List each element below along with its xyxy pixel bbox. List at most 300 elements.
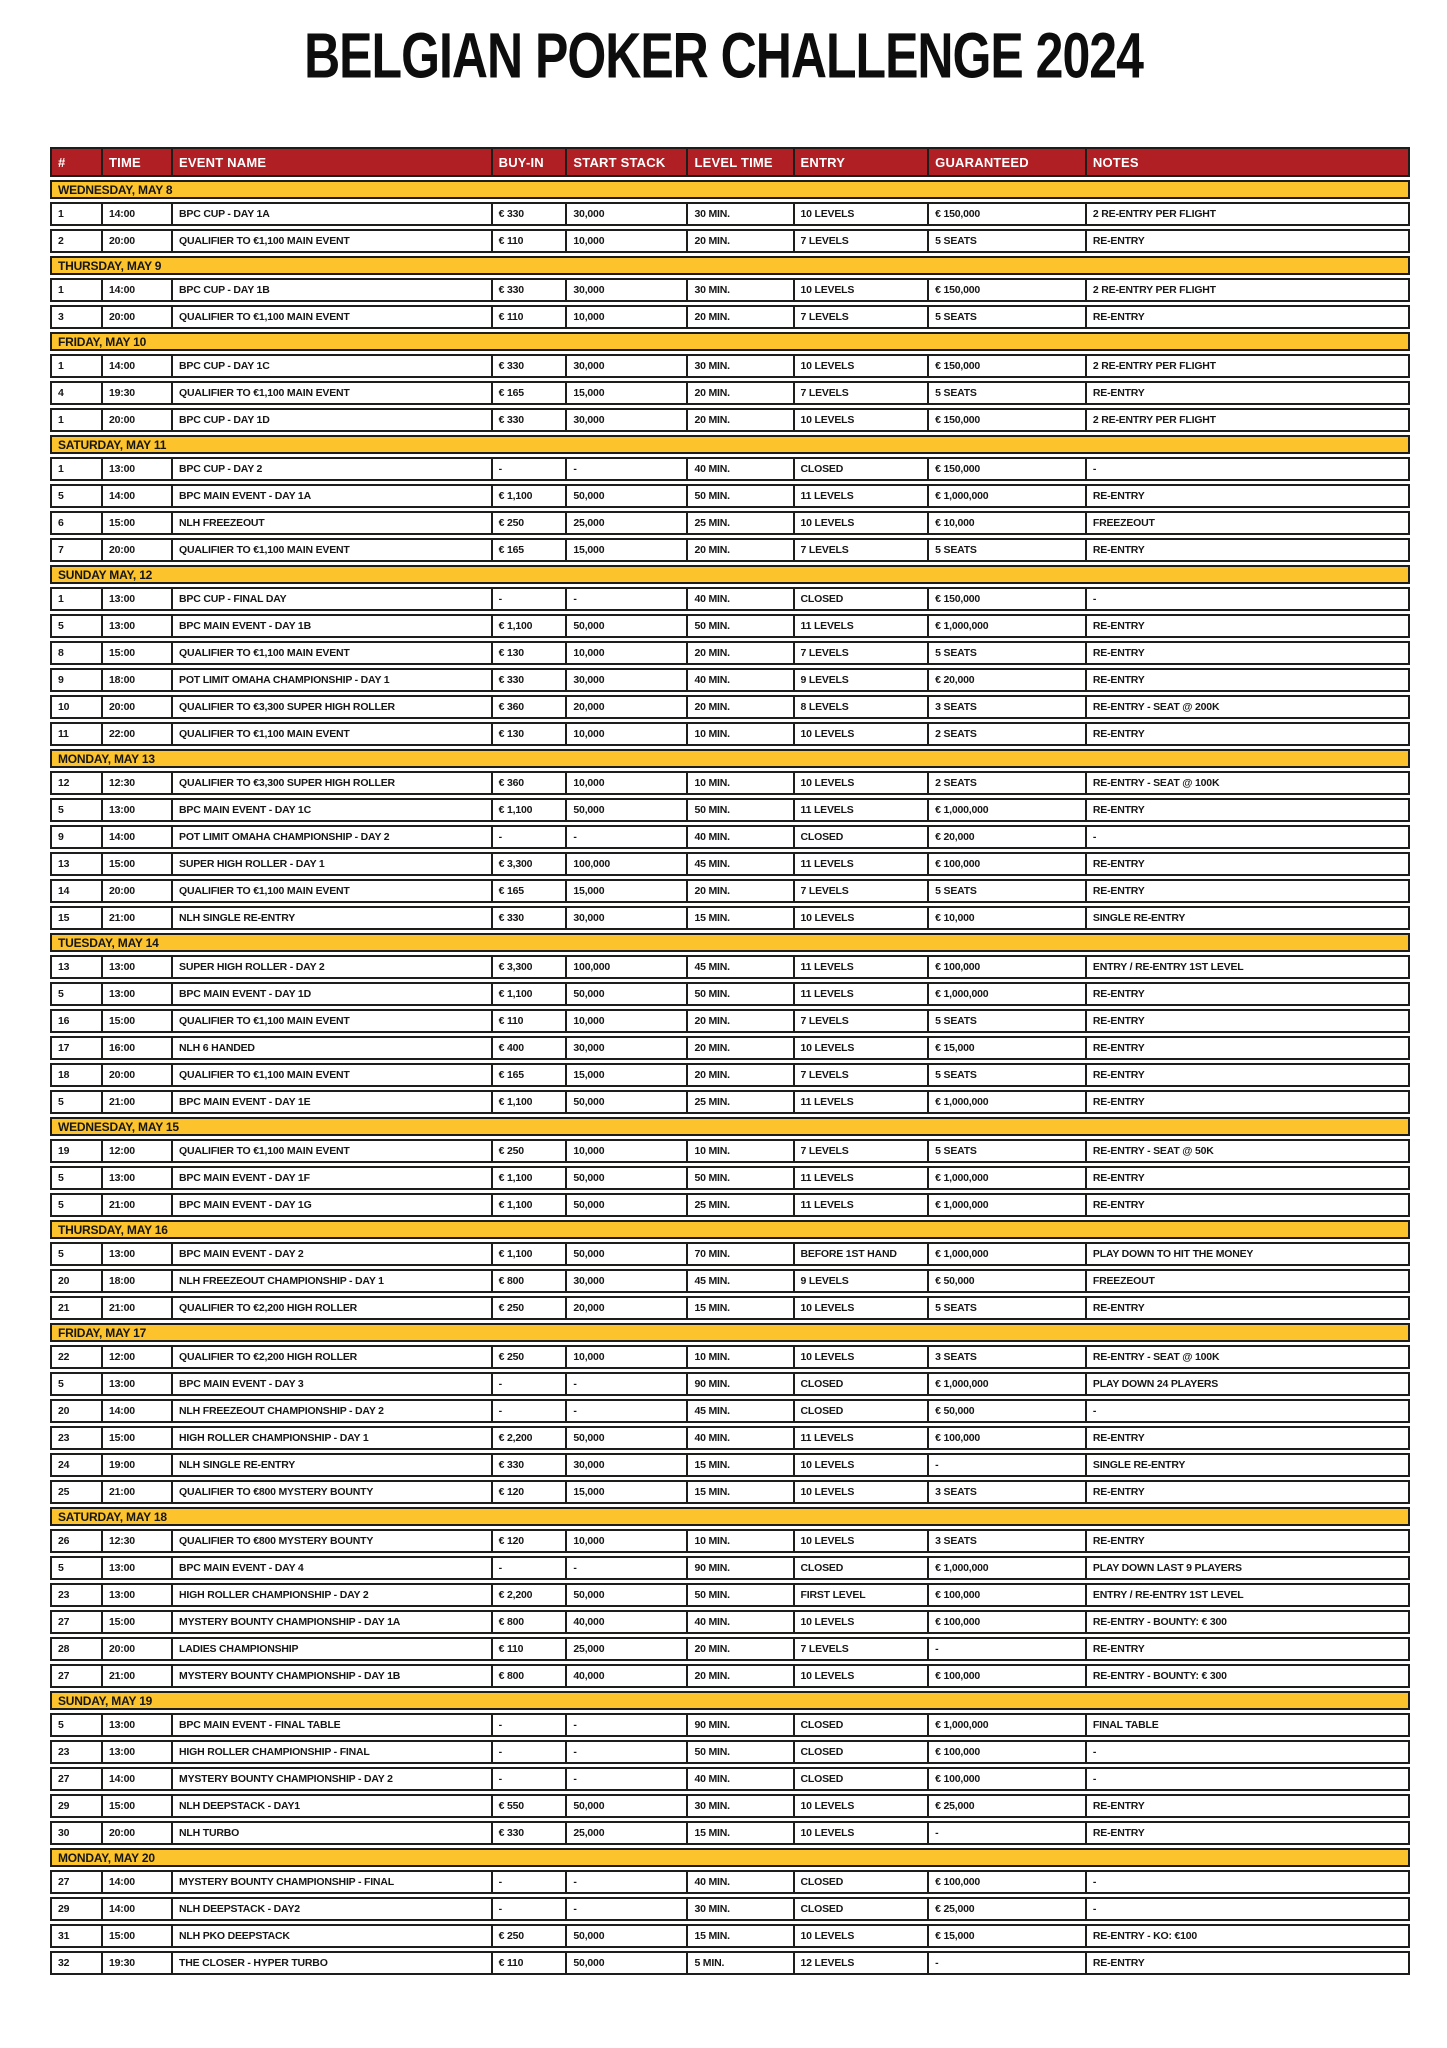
cell-level-time: 90 MIN.	[686, 1556, 792, 1580]
cell-buyin: € 165	[491, 879, 566, 903]
cell-event-name: BPC MAIN EVENT - DAY 3	[171, 1372, 491, 1396]
cell-event-name: QUALIFIER TO €1,100 MAIN EVENT	[171, 879, 491, 903]
cell-start-stack: 10,000	[565, 1529, 686, 1553]
cell-start-stack: 100,000	[565, 955, 686, 979]
cell-level-time: 50 MIN.	[686, 484, 792, 508]
cell-number: 5	[50, 798, 101, 822]
cell-start-stack: -	[565, 1870, 686, 1894]
cell-guaranteed: € 1,000,000	[927, 484, 1085, 508]
cell-notes: RE-ENTRY	[1085, 852, 1410, 876]
cell-start-stack: -	[565, 1897, 686, 1921]
cell-guaranteed: € 20,000	[927, 668, 1085, 692]
cell-event-name: BPC CUP - DAY 1B	[171, 278, 491, 302]
cell-time: 13:00	[101, 798, 171, 822]
column-header-entry: ENTRY	[793, 147, 928, 177]
cell-guaranteed: € 100,000	[927, 852, 1085, 876]
cell-buyin: € 1,100	[491, 614, 566, 638]
cell-entry: CLOSED	[793, 1767, 928, 1791]
event-row	[50, 305, 1410, 329]
cell-start-stack: 30,000	[565, 278, 686, 302]
cell-number: 5	[50, 1372, 101, 1396]
cell-guaranteed: € 20,000	[927, 825, 1085, 849]
cell-notes: RE-ENTRY	[1085, 798, 1410, 822]
cell-event-name: LADIES CHAMPIONSHIP	[171, 1637, 491, 1661]
cell-guaranteed: € 1,000,000	[927, 1090, 1085, 1114]
cell-level-time: 20 MIN.	[686, 305, 792, 329]
cell-level-time: 10 MIN.	[686, 1139, 792, 1163]
cell-number: 1	[50, 587, 101, 611]
day-row	[50, 933, 1410, 952]
day-header: MONDAY, MAY 13	[50, 749, 1410, 768]
cell-buyin: € 250	[491, 1345, 566, 1369]
cell-buyin: € 250	[491, 1296, 566, 1320]
event-row	[50, 1296, 1410, 1320]
cell-event-name: BPC MAIN EVENT - FINAL TABLE	[171, 1713, 491, 1737]
event-row	[50, 202, 1410, 226]
cell-event-name: QUALIFIER TO €800 MYSTERY BOUNTY	[171, 1480, 491, 1504]
cell-event-name: NLH DEEPSTACK - DAY2	[171, 1897, 491, 1921]
cell-buyin: -	[491, 1897, 566, 1921]
cell-time: 13:00	[101, 1242, 171, 1266]
cell-buyin: € 130	[491, 722, 566, 746]
cell-number: 25	[50, 1480, 101, 1504]
cell-notes: RE-ENTRY	[1085, 1637, 1410, 1661]
cell-level-time: 30 MIN.	[686, 1897, 792, 1921]
cell-buyin: € 250	[491, 1139, 566, 1163]
cell-buyin: € 1,100	[491, 798, 566, 822]
cell-guaranteed: 5 SEATS	[927, 1063, 1085, 1087]
cell-level-time: 70 MIN.	[686, 1242, 792, 1266]
event-row	[50, 1713, 1410, 1737]
cell-start-stack: 10,000	[565, 305, 686, 329]
cell-level-time: 45 MIN.	[686, 1269, 792, 1293]
cell-level-time: 10 MIN.	[686, 1345, 792, 1369]
cell-time: 15:00	[101, 1610, 171, 1634]
cell-level-time: 50 MIN.	[686, 614, 792, 638]
cell-entry: 11 LEVELS	[793, 484, 928, 508]
cell-time: 13:00	[101, 982, 171, 1006]
cell-time: 20:00	[101, 879, 171, 903]
cell-event-name: HIGH ROLLER CHAMPIONSHIP - DAY 2	[171, 1583, 491, 1607]
day-header: TUESDAY, MAY 14	[50, 933, 1410, 952]
event-row	[50, 587, 1410, 611]
cell-level-time: 30 MIN.	[686, 354, 792, 378]
cell-level-time: 15 MIN.	[686, 1821, 792, 1845]
cell-start-stack: 30,000	[565, 408, 686, 432]
cell-entry: CLOSED	[793, 587, 928, 611]
cell-start-stack: 50,000	[565, 484, 686, 508]
cell-time: 20:00	[101, 695, 171, 719]
cell-start-stack: 10,000	[565, 1009, 686, 1033]
cell-time: 13:00	[101, 1583, 171, 1607]
cell-notes: RE-ENTRY	[1085, 1063, 1410, 1087]
cell-event-name: QUALIFIER TO €1,100 MAIN EVENT	[171, 538, 491, 562]
cell-start-stack: -	[565, 1740, 686, 1764]
event-row	[50, 1794, 1410, 1818]
cell-notes: PLAY DOWN 24 PLAYERS	[1085, 1372, 1410, 1396]
cell-guaranteed: € 10,000	[927, 906, 1085, 930]
cell-entry: 11 LEVELS	[793, 614, 928, 638]
cell-notes: -	[1085, 825, 1410, 849]
cell-notes: RE-ENTRY	[1085, 879, 1410, 903]
cell-notes: SINGLE RE-ENTRY	[1085, 1453, 1410, 1477]
cell-entry: 10 LEVELS	[793, 1529, 928, 1553]
cell-guaranteed: 5 SEATS	[927, 641, 1085, 665]
cell-number: 19	[50, 1139, 101, 1163]
cell-notes: RE-ENTRY	[1085, 1009, 1410, 1033]
cell-notes: RE-ENTRY	[1085, 668, 1410, 692]
cell-event-name: BPC CUP - DAY 2	[171, 457, 491, 481]
cell-event-name: BPC MAIN EVENT - DAY 1A	[171, 484, 491, 508]
cell-time: 14:00	[101, 825, 171, 849]
event-row	[50, 1242, 1410, 1266]
cell-notes: -	[1085, 587, 1410, 611]
cell-buyin: -	[491, 1399, 566, 1423]
cell-time: 21:00	[101, 1090, 171, 1114]
event-row	[50, 1166, 1410, 1190]
cell-event-name: NLH 6 HANDED	[171, 1036, 491, 1060]
event-row	[50, 1767, 1410, 1791]
event-row	[50, 1453, 1410, 1477]
cell-time: 12:00	[101, 1345, 171, 1369]
cell-guaranteed: -	[927, 1637, 1085, 1661]
cell-entry: CLOSED	[793, 1556, 928, 1580]
cell-guaranteed: € 100,000	[927, 1664, 1085, 1688]
day-row	[50, 1323, 1410, 1342]
cell-start-stack: 10,000	[565, 229, 686, 253]
cell-event-name: QUALIFIER TO €1,100 MAIN EVENT	[171, 1063, 491, 1087]
day-header: THURSDAY, MAY 9	[50, 256, 1410, 275]
cell-number: 22	[50, 1345, 101, 1369]
cell-guaranteed: € 1,000,000	[927, 798, 1085, 822]
cell-entry: 10 LEVELS	[793, 202, 928, 226]
cell-entry: 11 LEVELS	[793, 1426, 928, 1450]
cell-entry: 7 LEVELS	[793, 381, 928, 405]
cell-guaranteed: € 50,000	[927, 1399, 1085, 1423]
cell-number: 13	[50, 955, 101, 979]
day-row	[50, 435, 1410, 454]
cell-entry: 8 LEVELS	[793, 695, 928, 719]
cell-event-name: QUALIFIER TO €1,100 MAIN EVENT	[171, 1139, 491, 1163]
cell-buyin: € 110	[491, 305, 566, 329]
cell-notes: RE-ENTRY - KO: €100	[1085, 1924, 1410, 1948]
event-row	[50, 906, 1410, 930]
cell-entry: 10 LEVELS	[793, 771, 928, 795]
cell-buyin: € 110	[491, 1951, 566, 1975]
cell-notes: RE-ENTRY	[1085, 1951, 1410, 1975]
event-row	[50, 1740, 1410, 1764]
cell-level-time: 40 MIN.	[686, 457, 792, 481]
cell-notes: RE-ENTRY	[1085, 982, 1410, 1006]
cell-event-name: QUALIFIER TO €1,100 MAIN EVENT	[171, 381, 491, 405]
cell-time: 19:00	[101, 1453, 171, 1477]
cell-number: 2	[50, 229, 101, 253]
cell-number: 15	[50, 906, 101, 930]
cell-buyin: € 110	[491, 1009, 566, 1033]
cell-notes: RE-ENTRY	[1085, 1090, 1410, 1114]
cell-notes: RE-ENTRY	[1085, 305, 1410, 329]
cell-level-time: 25 MIN.	[686, 1193, 792, 1217]
cell-time: 20:00	[101, 305, 171, 329]
cell-entry: 10 LEVELS	[793, 1924, 928, 1948]
cell-entry: 7 LEVELS	[793, 1637, 928, 1661]
event-row	[50, 614, 1410, 638]
cell-number: 29	[50, 1897, 101, 1921]
cell-level-time: 40 MIN.	[686, 825, 792, 849]
cell-start-stack: 10,000	[565, 771, 686, 795]
cell-guaranteed: 5 SEATS	[927, 879, 1085, 903]
event-row	[50, 1372, 1410, 1396]
cell-time: 13:00	[101, 955, 171, 979]
cell-buyin: -	[491, 1740, 566, 1764]
cell-buyin: € 165	[491, 381, 566, 405]
cell-notes: -	[1085, 1870, 1410, 1894]
cell-notes: RE-ENTRY	[1085, 614, 1410, 638]
cell-entry: 10 LEVELS	[793, 1453, 928, 1477]
cell-number: 5	[50, 1193, 101, 1217]
cell-number: 5	[50, 614, 101, 638]
cell-notes: RE-ENTRY - SEAT @ 200K	[1085, 695, 1410, 719]
day-row	[50, 565, 1410, 584]
cell-event-name: QUALIFIER TO €3,300 SUPER HIGH ROLLER	[171, 695, 491, 719]
cell-time: 14:00	[101, 278, 171, 302]
cell-entry: 10 LEVELS	[793, 906, 928, 930]
event-row	[50, 1821, 1410, 1845]
cell-time: 18:00	[101, 668, 171, 692]
cell-start-stack: 40,000	[565, 1664, 686, 1688]
cell-buyin: € 3,300	[491, 852, 566, 876]
cell-time: 14:00	[101, 1767, 171, 1791]
cell-guaranteed: -	[927, 1951, 1085, 1975]
cell-entry: 7 LEVELS	[793, 879, 928, 903]
cell-buyin: € 330	[491, 1821, 566, 1845]
cell-buyin: € 1,100	[491, 1090, 566, 1114]
cell-number: 5	[50, 1090, 101, 1114]
cell-buyin: € 360	[491, 695, 566, 719]
cell-entry: 10 LEVELS	[793, 722, 928, 746]
cell-start-stack: -	[565, 1556, 686, 1580]
cell-time: 13:00	[101, 1556, 171, 1580]
cell-time: 22:00	[101, 722, 171, 746]
event-row	[50, 1426, 1410, 1450]
event-row	[50, 381, 1410, 405]
event-row	[50, 1583, 1410, 1607]
cell-notes: RE-ENTRY	[1085, 1529, 1410, 1553]
event-row	[50, 1139, 1410, 1163]
cell-number: 23	[50, 1426, 101, 1450]
cell-start-stack: 30,000	[565, 1453, 686, 1477]
event-row	[50, 695, 1410, 719]
cell-number: 1	[50, 354, 101, 378]
cell-entry: CLOSED	[793, 825, 928, 849]
cell-number: 3	[50, 305, 101, 329]
event-row	[50, 484, 1410, 508]
cell-start-stack: 25,000	[565, 1637, 686, 1661]
column-header-time: TIME	[101, 147, 171, 177]
cell-entry: 10 LEVELS	[793, 1794, 928, 1818]
cell-time: 14:00	[101, 484, 171, 508]
schedule-body	[50, 180, 1410, 1975]
cell-start-stack: 10,000	[565, 722, 686, 746]
cell-notes: RE-ENTRY	[1085, 1821, 1410, 1845]
event-row	[50, 955, 1410, 979]
cell-number: 29	[50, 1794, 101, 1818]
cell-event-name: BPC MAIN EVENT - DAY 1C	[171, 798, 491, 822]
cell-entry: 7 LEVELS	[793, 1063, 928, 1087]
cell-notes: 2 RE-ENTRY PER FLIGHT	[1085, 278, 1410, 302]
cell-notes: RE-ENTRY	[1085, 1480, 1410, 1504]
cell-guaranteed: € 100,000	[927, 1870, 1085, 1894]
event-row	[50, 1399, 1410, 1423]
cell-level-time: 15 MIN.	[686, 1924, 792, 1948]
cell-buyin: € 800	[491, 1664, 566, 1688]
cell-level-time: 5 MIN.	[686, 1951, 792, 1975]
cell-buyin: -	[491, 457, 566, 481]
column-header-level-time: LEVEL TIME	[686, 147, 792, 177]
cell-event-name: BPC MAIN EVENT - DAY 4	[171, 1556, 491, 1580]
event-row	[50, 1951, 1410, 1975]
cell-event-name: QUALIFIER TO €1,100 MAIN EVENT	[171, 305, 491, 329]
cell-guaranteed: € 100,000	[927, 1583, 1085, 1607]
cell-time: 13:00	[101, 457, 171, 481]
cell-guaranteed: € 100,000	[927, 1610, 1085, 1634]
cell-start-stack: 50,000	[565, 1583, 686, 1607]
cell-guaranteed: 5 SEATS	[927, 1296, 1085, 1320]
column-header-event-name: EVENT NAME	[171, 147, 491, 177]
cell-notes: RE-ENTRY - BOUNTY: € 300	[1085, 1610, 1410, 1634]
day-header: FRIDAY, MAY 17	[50, 1323, 1410, 1342]
cell-level-time: 50 MIN.	[686, 798, 792, 822]
cell-entry: 11 LEVELS	[793, 852, 928, 876]
event-row	[50, 798, 1410, 822]
cell-time: 15:00	[101, 511, 171, 535]
cell-event-name: NLH SINGLE RE-ENTRY	[171, 1453, 491, 1477]
cell-event-name: QUALIFIER TO €1,100 MAIN EVENT	[171, 229, 491, 253]
cell-number: 17	[50, 1036, 101, 1060]
cell-start-stack: 50,000	[565, 1951, 686, 1975]
schedule-header	[50, 147, 1410, 177]
cell-notes: RE-ENTRY	[1085, 1036, 1410, 1060]
cell-guaranteed: € 10,000	[927, 511, 1085, 535]
cell-level-time: 20 MIN.	[686, 1637, 792, 1661]
event-row	[50, 229, 1410, 253]
cell-start-stack: 15,000	[565, 1480, 686, 1504]
cell-guaranteed: 3 SEATS	[927, 1529, 1085, 1553]
cell-level-time: 10 MIN.	[686, 722, 792, 746]
cell-buyin: € 250	[491, 511, 566, 535]
cell-buyin: € 2,200	[491, 1426, 566, 1450]
day-row	[50, 1220, 1410, 1239]
cell-event-name: QUALIFIER TO €1,100 MAIN EVENT	[171, 641, 491, 665]
event-row	[50, 1036, 1410, 1060]
cell-start-stack: 40,000	[565, 1610, 686, 1634]
cell-notes: FREEZEOUT	[1085, 1269, 1410, 1293]
cell-number: 9	[50, 825, 101, 849]
event-row	[50, 278, 1410, 302]
cell-number: 7	[50, 538, 101, 562]
cell-buyin: € 120	[491, 1480, 566, 1504]
column-header-number: #	[50, 147, 101, 177]
cell-notes: RE-ENTRY - SEAT @ 100K	[1085, 771, 1410, 795]
cell-time: 15:00	[101, 852, 171, 876]
cell-entry: 11 LEVELS	[793, 1090, 928, 1114]
event-row	[50, 1556, 1410, 1580]
cell-notes: -	[1085, 1740, 1410, 1764]
cell-level-time: 30 MIN.	[686, 202, 792, 226]
cell-event-name: NLH FREEZEOUT CHAMPIONSHIP - DAY 1	[171, 1269, 491, 1293]
cell-guaranteed: € 150,000	[927, 408, 1085, 432]
cell-number: 27	[50, 1870, 101, 1894]
cell-time: 21:00	[101, 1664, 171, 1688]
cell-buyin: € 550	[491, 1794, 566, 1818]
cell-event-name: QUALIFIER TO €2,200 HIGH ROLLER	[171, 1296, 491, 1320]
cell-level-time: 15 MIN.	[686, 1296, 792, 1320]
cell-number: 20	[50, 1399, 101, 1423]
cell-event-name: SUPER HIGH ROLLER - DAY 2	[171, 955, 491, 979]
cell-level-time: 15 MIN.	[686, 1480, 792, 1504]
cell-guaranteed: € 50,000	[927, 1269, 1085, 1293]
cell-number: 24	[50, 1453, 101, 1477]
cell-notes: FREEZEOUT	[1085, 511, 1410, 535]
event-row	[50, 1269, 1410, 1293]
cell-entry: 7 LEVELS	[793, 229, 928, 253]
cell-notes: RE-ENTRY	[1085, 1193, 1410, 1217]
event-row	[50, 852, 1410, 876]
event-row	[50, 722, 1410, 746]
cell-notes: -	[1085, 1399, 1410, 1423]
cell-start-stack: 50,000	[565, 1426, 686, 1450]
cell-number: 4	[50, 381, 101, 405]
cell-level-time: 25 MIN.	[686, 511, 792, 535]
cell-time: 14:00	[101, 1897, 171, 1921]
cell-start-stack: 30,000	[565, 1036, 686, 1060]
cell-notes: RE-ENTRY	[1085, 229, 1410, 253]
cell-event-name: BPC MAIN EVENT - DAY 2	[171, 1242, 491, 1266]
cell-entry: 9 LEVELS	[793, 1269, 928, 1293]
cell-entry: 10 LEVELS	[793, 1610, 928, 1634]
cell-buyin: € 1,100	[491, 1242, 566, 1266]
cell-start-stack: 30,000	[565, 202, 686, 226]
event-row	[50, 354, 1410, 378]
cell-entry: 12 LEVELS	[793, 1951, 928, 1975]
cell-start-stack: -	[565, 587, 686, 611]
cell-buyin: -	[491, 1556, 566, 1580]
cell-notes: RE-ENTRY	[1085, 1166, 1410, 1190]
event-row	[50, 641, 1410, 665]
event-row	[50, 1897, 1410, 1921]
cell-guaranteed: € 1,000,000	[927, 982, 1085, 1006]
cell-buyin: € 1,100	[491, 1193, 566, 1217]
cell-number: 1	[50, 278, 101, 302]
cell-entry: FIRST LEVEL	[793, 1583, 928, 1607]
cell-start-stack: 50,000	[565, 798, 686, 822]
cell-event-name: BPC CUP - FINAL DAY	[171, 587, 491, 611]
cell-level-time: 45 MIN.	[686, 1399, 792, 1423]
cell-time: 20:00	[101, 1637, 171, 1661]
cell-level-time: 10 MIN.	[686, 771, 792, 795]
cell-time: 21:00	[101, 1480, 171, 1504]
cell-start-stack: 15,000	[565, 879, 686, 903]
cell-guaranteed: € 100,000	[927, 955, 1085, 979]
cell-number: 28	[50, 1637, 101, 1661]
event-row	[50, 1529, 1410, 1553]
cell-time: 14:00	[101, 1870, 171, 1894]
cell-level-time: 50 MIN.	[686, 982, 792, 1006]
cell-guaranteed: € 1,000,000	[927, 1556, 1085, 1580]
cell-number: 14	[50, 879, 101, 903]
cell-event-name: POT LIMIT OMAHA CHAMPIONSHIP - DAY 1	[171, 668, 491, 692]
cell-event-name: QUALIFIER TO €3,300 SUPER HIGH ROLLER	[171, 771, 491, 795]
